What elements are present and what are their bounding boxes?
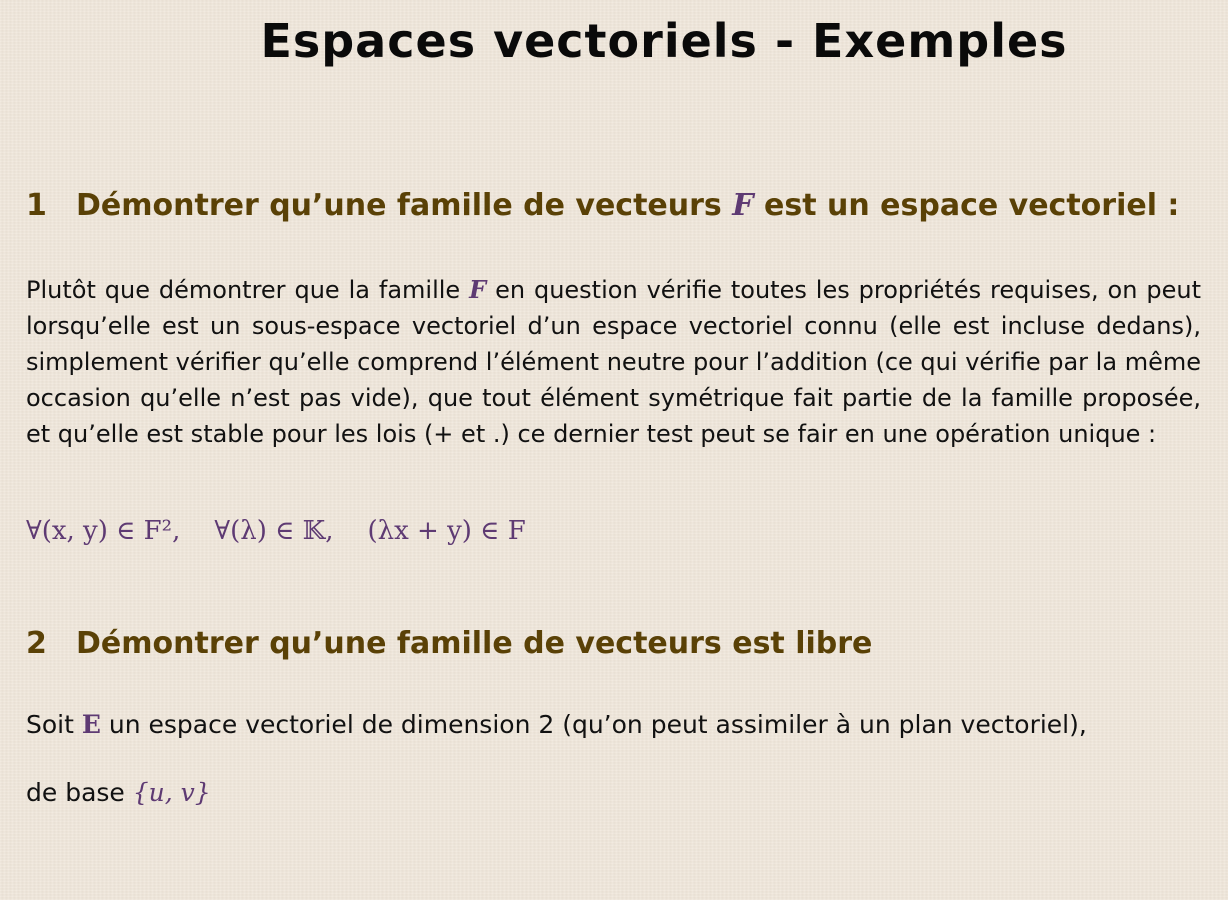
section-2-heading-text: Démontrer qu’une famille de vecteurs est libre bbox=[76, 626, 873, 661]
page-title: Espaces vectoriels - Exemples bbox=[260, 14, 1068, 68]
section-2-line-1 bbox=[26, 710, 1087, 739]
line-1-start: Soit bbox=[26, 710, 74, 739]
paragraph-body: en question vérifie toutes les propriétés requises, on peut lorsqu’elle est un sous-espace vectoriel d’un espace vectoriel connu (elle est incluse dedans), simplement vérifier qu’elle comprend l’élément neutre pour l’addition (ce qui vérifie par la même occasion qu’elle n’est pas vide), que tout élément symétrique fait partie de la famille proposée, et qu’elle est stable pour les lois (+ et .) ce dernier test peut se fair en une opération unique : bbox=[26, 276, 1201, 448]
stability-formula bbox=[26, 516, 526, 546]
section-1-heading-text: Démontrer qu’une famille de vecteurs bbox=[76, 188, 722, 223]
section-1-heading bbox=[26, 188, 1179, 223]
paragraph-intro: Plutôt que démontrer que la famille bbox=[26, 276, 461, 304]
space-variable: E bbox=[81, 710, 101, 739]
formula-part-1: ∀(x, y) ∈ F², bbox=[26, 516, 181, 546]
section-2-line-2 bbox=[26, 778, 211, 807]
section-1-paragraph bbox=[26, 272, 1201, 452]
section-1-number: 1 bbox=[26, 188, 47, 223]
line-1-end: un espace vectoriel de dimension 2 (qu’on peut assimiler à un plan vectoriel), bbox=[108, 710, 1087, 739]
section-1-heading-text-end: est un espace vectoriel : bbox=[764, 188, 1180, 223]
formula-part-3: (λx + y) ∈ F bbox=[367, 516, 526, 546]
section-2-number: 2 bbox=[26, 626, 47, 661]
section-1-heading-variable: F bbox=[732, 188, 754, 223]
basis-set: {u, v} bbox=[132, 778, 211, 807]
line-2-start: de base bbox=[26, 778, 125, 807]
paragraph-variable: F bbox=[469, 275, 487, 304]
section-2-heading bbox=[26, 626, 872, 661]
formula-part-2: ∀(λ) ∈ 𝕂, bbox=[214, 516, 334, 546]
